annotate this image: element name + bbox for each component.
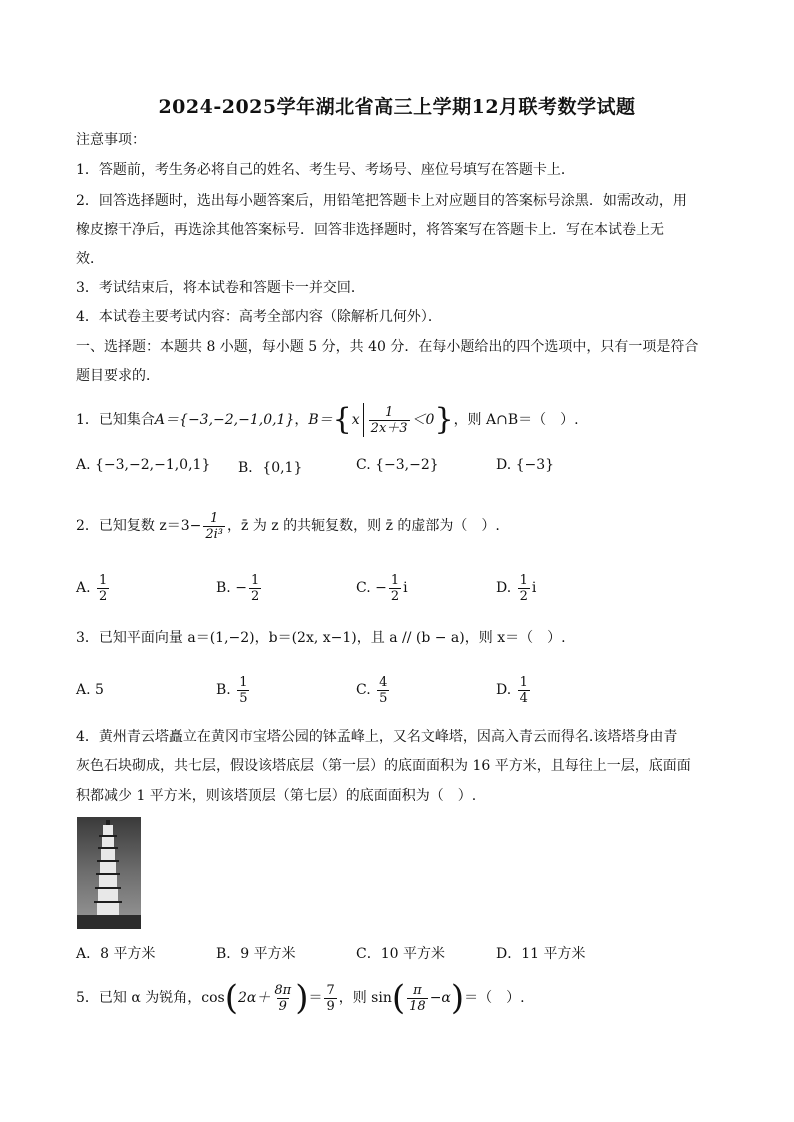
option-label: C. [356,682,371,698]
numerator: 7 [326,982,335,998]
denominator: 18 [409,998,426,1014]
q2-tail: ，z̄ 为 z 的共轭复数，则 z̄ 的虚部为（ ）. [227,518,500,534]
option-c [356,672,391,708]
option-c: C．10 平方米 [356,946,445,962]
option-suffix: i [403,580,408,596]
q5-inner2-post: −α [429,990,451,1006]
right-brace-symbol: } [434,402,454,437]
q1-var-x: x [351,412,360,428]
q5-inner2-fraction [407,983,428,1014]
denominator: 5 [239,690,248,706]
option-c: C. {−3,−2} [356,457,439,473]
denominator: 2 [99,588,108,604]
q5-tail: ＝（ ）. [464,990,525,1006]
q5-eq: ＝ [308,990,323,1006]
option-value: 5 [95,682,104,698]
notice-header: 注意事项： [76,132,146,148]
option-label: D. [496,580,512,596]
denominator: 5 [379,690,388,706]
question-3: 3．已知平面向量 a＝(1,−2)，b＝(2x, x−1)，且 a // (b − a)，则 x＝（ ）. [76,630,566,646]
right-paren-symbol: ) [450,978,465,1018]
question-4-line: 积都减少 1 平方米，则该塔顶层（第七层）的底面面积为（ ）. [76,788,477,804]
q5-mid: ，则 sin [338,990,392,1006]
numerator: 1 [519,572,528,588]
q5-inner1-pre: 2α＋ [237,990,271,1006]
numerator: 8π [274,982,292,998]
left-paren-symbol: ( [224,978,238,1018]
question-4-line: 4．黄州青云塔矗立在黄冈市宝塔公园的钵孟峰上，又名文峰塔，因高入青云而得名.该塔塔身由青 [76,729,678,745]
option-b: B．9 平方米 [216,946,296,962]
option-b: B．{0,1} [238,460,303,476]
numerator: 1 [390,572,400,588]
left-brace-symbol: { [332,402,352,437]
notice-line: 橡皮擦干净后，再选涂其他答案标号．回答非选择题时，将答案写在答题卡上．写在本试卷上无 [76,222,664,238]
q5-inner1-fraction [272,983,293,1014]
denominator: 2x＋3 [370,420,408,436]
option-label: C. [356,580,371,596]
q1-tail: ，则 A∩B＝（ ）. [453,412,579,428]
numerator: 4 [379,674,388,690]
q1-lt0: ＜0 [411,412,435,428]
option-a [76,570,111,606]
q4-options [76,943,726,973]
q1-fraction [369,405,410,436]
option-fraction [518,675,530,706]
q5-lead: 5．已知 α 为锐角，cos [76,990,225,1006]
question-2 [76,508,726,544]
numerator: 1 [210,510,219,526]
option-fraction [377,675,389,706]
notice-line: 4．本试卷主要考试内容：高考全部内容（除解析几何外）． [76,309,442,325]
option-fraction [237,675,249,706]
q1-lead: 1．已知集合 [76,412,155,428]
left-paren-symbol: ( [391,978,406,1018]
q1-comma: ， [294,412,309,428]
option-b [216,570,263,606]
option-label: A. [76,682,91,698]
option-d [496,672,532,708]
denominator: 9 [326,998,335,1014]
numerator: 1 [239,674,248,690]
denominator: 2 [250,588,260,604]
denominator: 9 [278,998,287,1014]
notice-line: 效． [76,251,104,267]
q2-fraction [203,511,225,542]
numerator: 1 [384,404,394,420]
option-label: A. [76,580,91,596]
option-label: B. [216,580,231,596]
section-heading: 题目要求的． [76,368,160,384]
section-heading: 一、选择题：本题共 8 小题，每小题 5 分，共 40 分．在每小题给出的四个选项中，只有一项是符合 [76,339,699,355]
denominator: 2 [390,588,400,604]
q5-rhs-fraction [324,983,336,1014]
option-sign: − [235,580,247,596]
question-1 [76,402,726,438]
numerator: 1 [519,674,528,690]
option-d [496,570,536,606]
option-label: D. [496,682,512,698]
q1-set-a: A＝{−3,−2,−1,0,1} [154,412,295,428]
denominator: 2 [519,588,528,604]
option-a: A. {−3,−2,−1,0,1} [76,457,211,473]
option-fraction [389,573,401,604]
option-c [356,570,408,606]
notice-line: 1．答题前，考生务必将自己的姓名、考生号、考场号、座位号填写在答题卡上． [76,162,575,178]
question-4-line: 灰色石块砌成，共七层，假设该塔底层（第一层）的底面面积为 16 平方米，且每往上一层，底面面 [76,758,691,774]
denominator: 4 [519,690,528,706]
question-5 [76,978,726,1018]
option-d: D．11 平方米 [496,946,586,962]
numerator: π [413,982,422,998]
option-a [76,672,104,708]
q2-options [76,570,726,606]
option-fraction [97,573,109,604]
option-fraction [249,573,261,604]
notice-line: 2．回答选择题时，选出每小题答案后，用铅笔把答题卡上对应题目的答案标号涂黑．如需改动，用 [76,193,687,209]
option-d: D. {−3} [496,457,555,473]
option-suffix: i [531,580,537,596]
option-label: B. [216,682,231,698]
option-fraction [518,573,530,604]
right-paren-symbol: ) [295,978,309,1018]
notice-line: 3．考试结束后，将本试卷和答题卡一并交回． [76,280,365,296]
numerator: 1 [250,572,260,588]
q2-lead: 2．已知复数 z＝3− [76,518,202,534]
q1-options [76,457,726,487]
option-sign: − [375,580,387,596]
option-b [216,672,251,708]
q1-set-b-head: B＝ [308,412,333,428]
numerator: 1 [99,572,108,588]
option-a: A．8 平方米 [76,946,156,962]
q3-options [76,672,726,708]
page-title: 2024-2025学年湖北省高三上学期12月联考数学试题 [158,96,636,118]
pagoda-photo [77,817,141,929]
denominator: 2i³ [205,526,224,542]
set-divider [363,403,364,437]
